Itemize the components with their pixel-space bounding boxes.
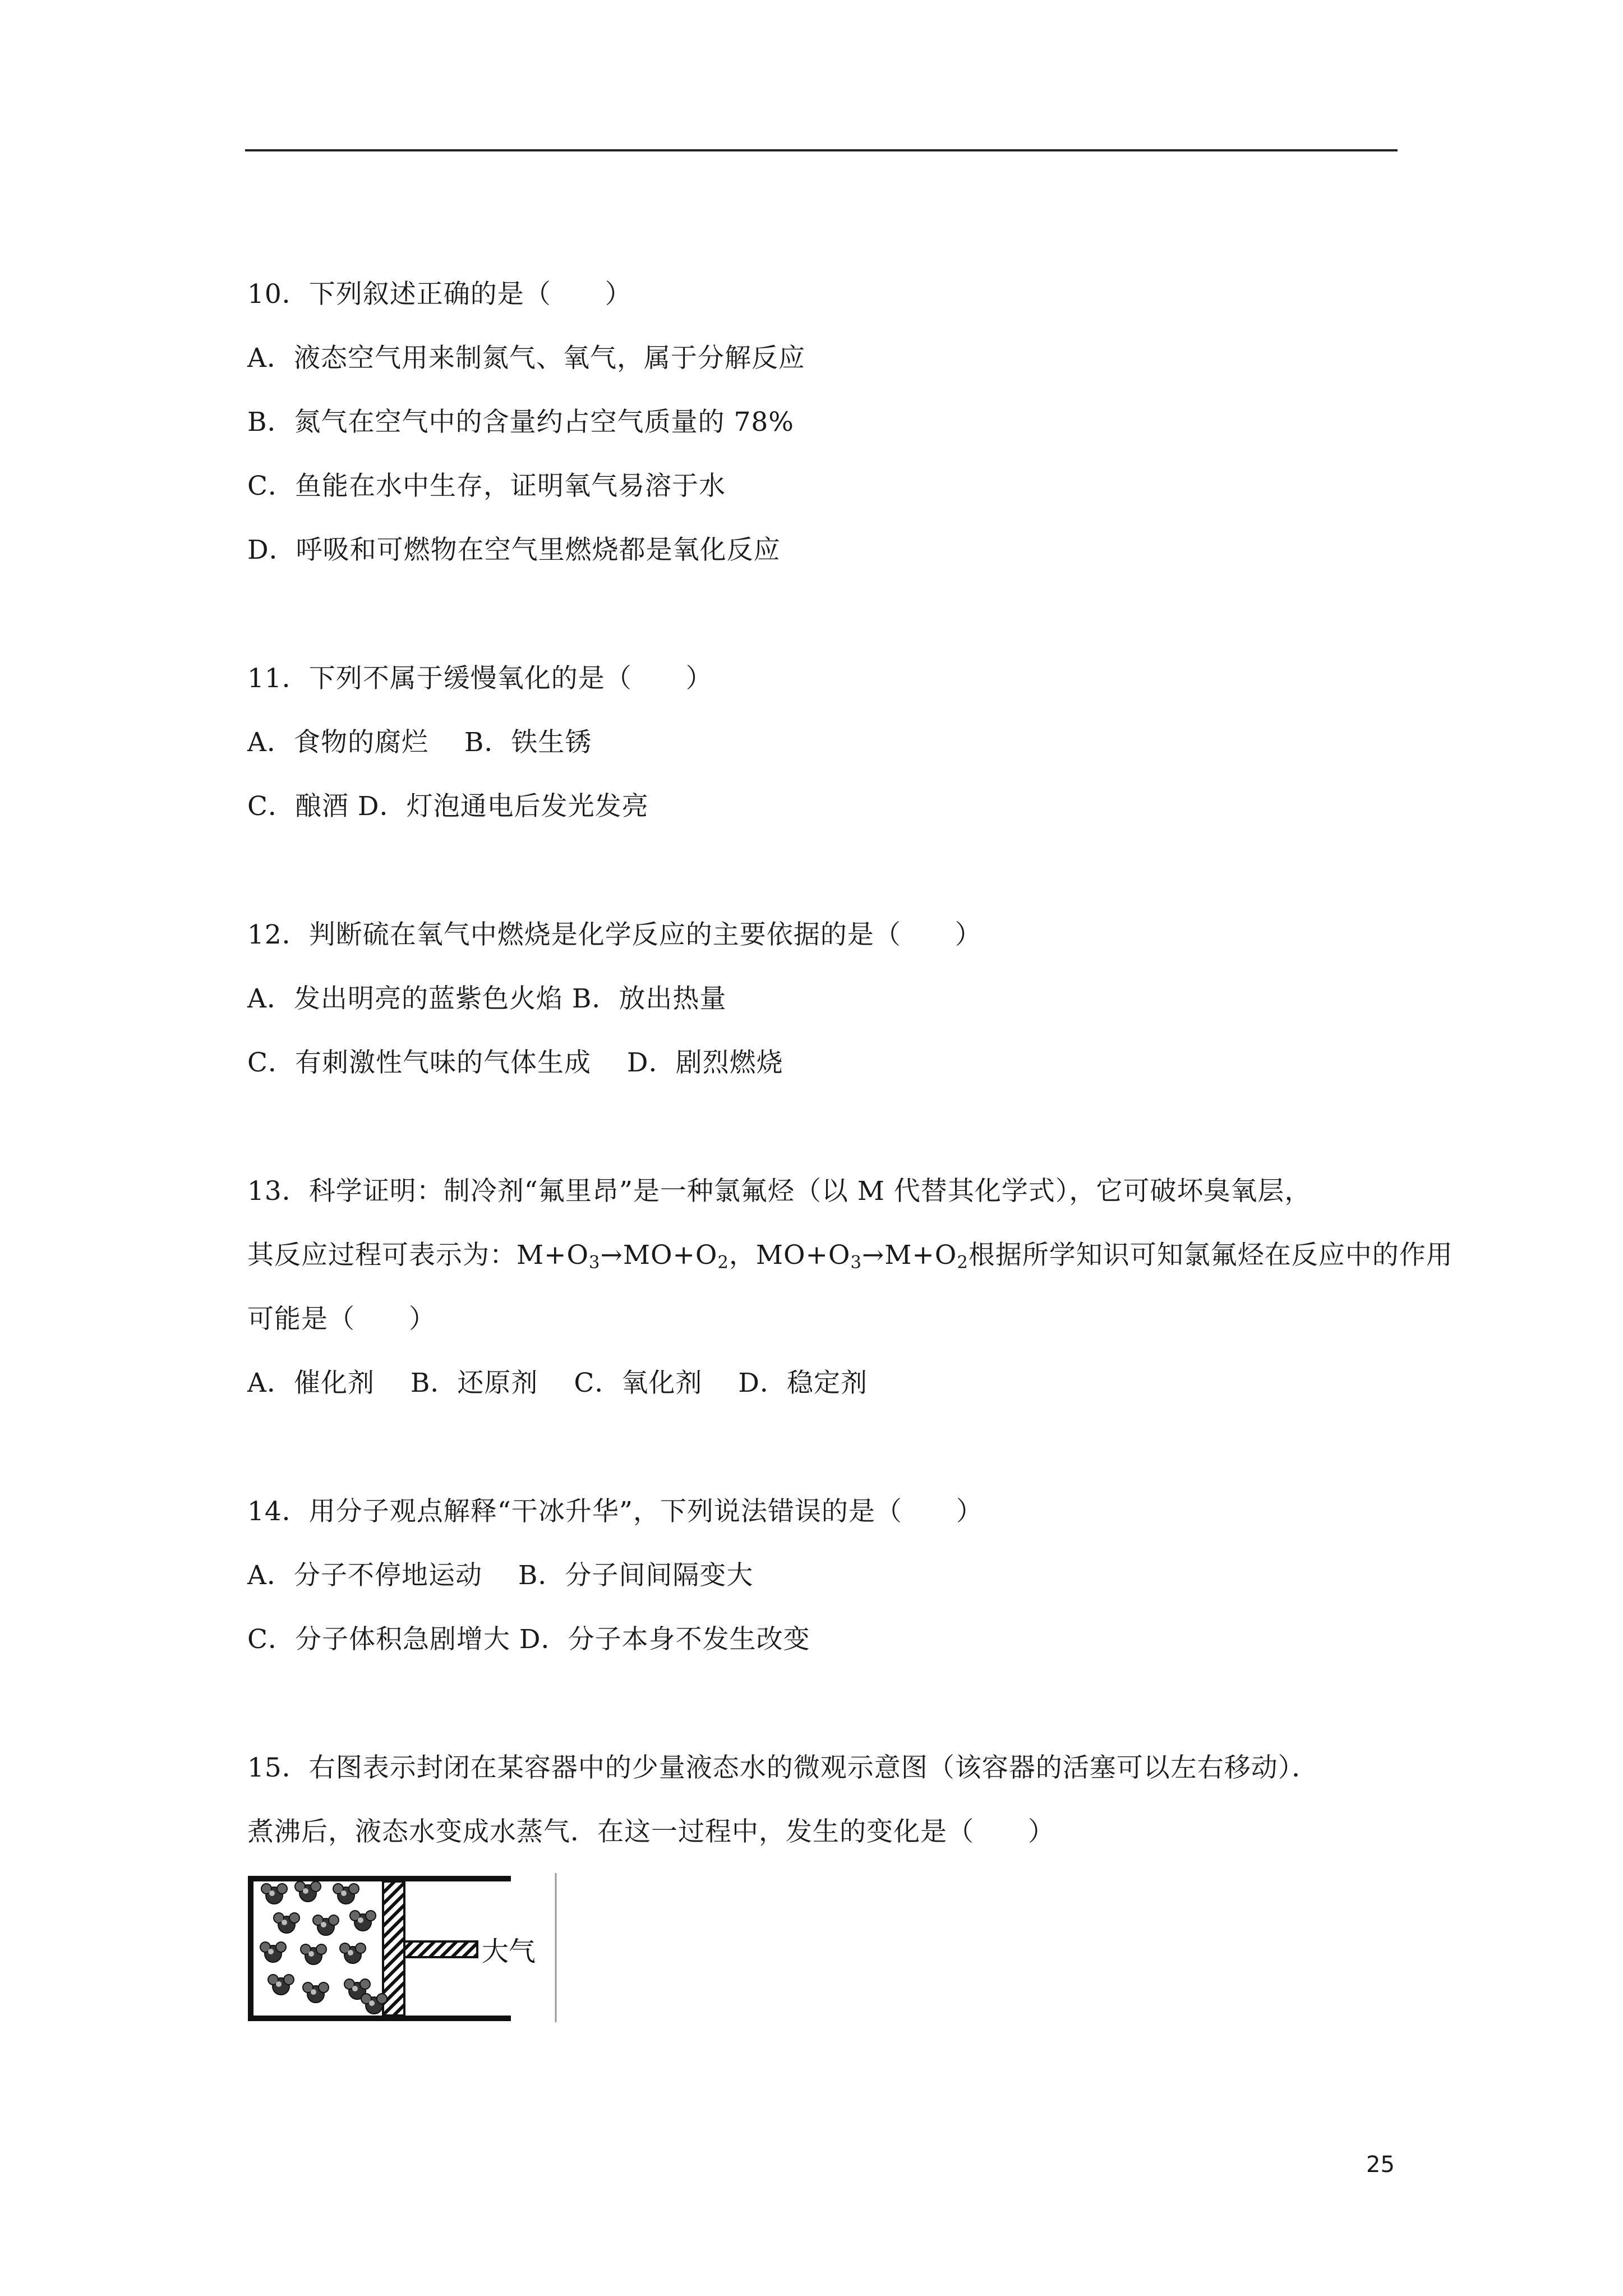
q10-stem: 10．下列叙述正确的是（ ） [247,279,632,310]
q14-options-ab: A．分子不停地运动 B．分子间间隔变大 [247,1560,754,1591]
q10-option-b: B．氮气在空气中的含量约占空气质量的 78% [247,407,794,438]
q10-option-a: A．液态空气用来制氮气、氧气，属于分解反应 [247,343,805,374]
water-molecule [340,1943,366,1963]
q11-options-cd: C．酿酒 D．灯泡通电后发光发亮 [247,791,649,822]
q13-stem-prefix: 其反应过程可表示为： [247,1240,517,1271]
q13-options: A．催化剂 B．还原剂 C．氧化剂 D．稳定剂 [247,1368,868,1398]
water-molecule [268,1975,294,1995]
water-molecules [260,1881,387,2014]
water-molecule [313,1915,339,1935]
q12-options-ab: A．发出明亮的蓝紫色火焰 B．放出热量 [247,983,727,1014]
water-molecule [274,1913,299,1933]
reaction-arrow: → [861,1240,885,1271]
piston-rod [404,1941,477,1957]
water-molecule [295,1881,321,1902]
q11-stem: 11．下列不属于缓慢氧化的是（ ） [247,663,713,694]
q10-option-c: C．鱼能在水中生存，证明氧气易溶于水 [247,471,726,501]
q14-options-cd: C．分子体积急剧增大 D．分子本身不发生改变 [247,1624,810,1655]
q13-stem-suffix: 根据所学知识可知氯氟烃在反应中的作用 [968,1240,1453,1271]
header-rule [245,149,1398,151]
reaction-arrow: → [600,1240,623,1271]
q10-option-d: D．呼吸和可燃物在空气里燃烧都是氧化反应 [247,535,781,565]
q15-stem-line1: 15．右图表示封闭在某容器中的少量液态水的微观示意图（该容器的活塞可以左右移动）． [247,1752,1319,1783]
water-molecule [301,1944,326,1964]
q11-options-ab: A．食物的腐烂 B．铁生锈 [247,727,592,758]
atmosphere-label: 大气 [482,1936,536,1967]
q13-stem-line3: 可能是（ ） [247,1304,436,1335]
water-molecule [333,1884,359,1904]
q14-stem: 14．用分子观点解释“干冰升华”，下列说法错误的是（ ） [247,1496,983,1527]
water-molecule [350,1911,376,1931]
q12-stem: 12．判断硫在氧气中燃烧是化学反应的主要依据的是（ ） [247,919,982,950]
container-diagram [247,1871,561,2024]
water-molecule [261,1884,287,1904]
q15-stem-line2: 煮沸后，液态水变成水蒸气．在这一过程中，发生的变化是（ ） [247,1816,1055,1847]
q12-options-cd: C．有刺激性气味的气体生成 D．剧烈燃烧 [247,1047,783,1078]
q13-stem-line1: 13．科学证明：制冷剂“氟里昂”是一种氯氟烃（以 M 代替其化学式），它可破坏臭氧层， [247,1176,1312,1207]
q13-stem-line2 [247,1239,1453,1272]
water-molecule [303,1982,329,2003]
water-molecule [260,1942,286,1962]
page-number: 25 [1366,2152,1395,2178]
q13-equation: $M+O_3\to MO+O_2$，$MO+O_3\to M+O_2$ [517,1240,969,1273]
